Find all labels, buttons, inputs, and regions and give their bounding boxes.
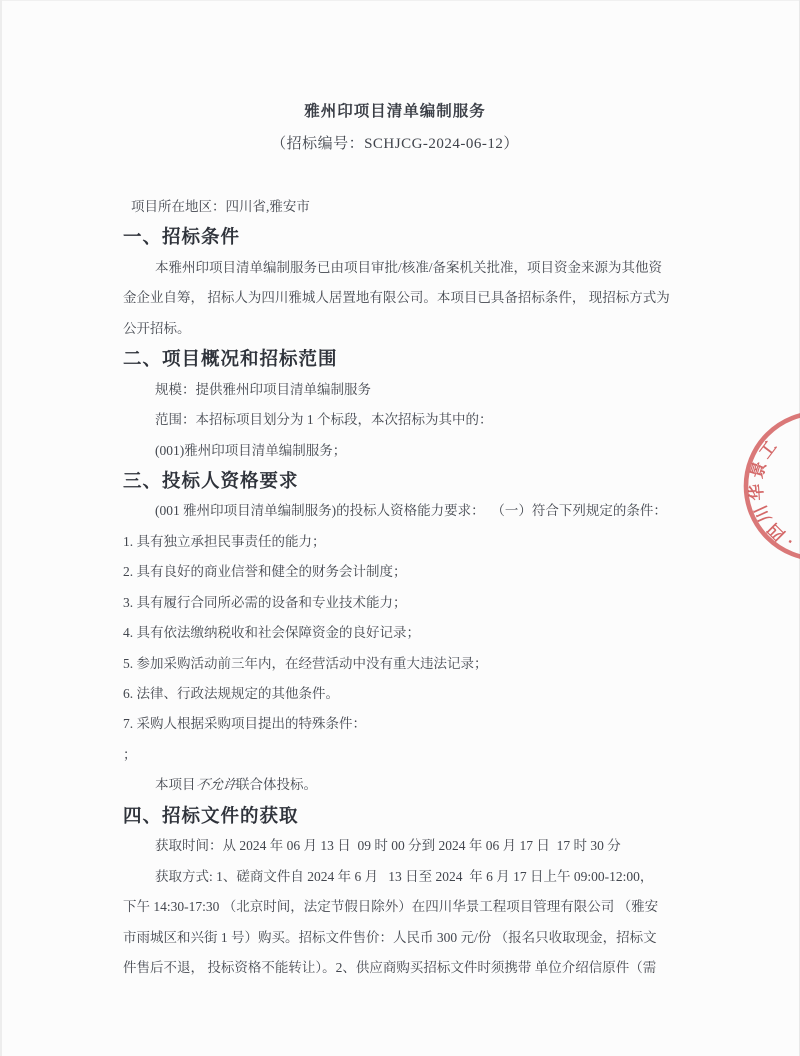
section-1-paragraph-line: 本雅州印项目清单编制服务已由项目审批/核准/备案机关批准，项目资金来源为其他资: [155, 259, 663, 275]
red-seal-icon: [740, 407, 800, 567]
project-location-line: 项目所在地区：四川省,雅安市: [131, 199, 310, 214]
lot-line: (001)雅州印项目清单编制服务；: [155, 442, 347, 458]
acquire-method-line: 下午 14:30-17:30 （北京时间，法定节假日除外）在四川华景工程项目管理有限公司 （雅安: [123, 899, 659, 915]
acquire-method-line: 件售后不退， 投标资格不能转让）。2、供应商购买招标文件时须携带 单位介绍信原件（需: [123, 959, 657, 975]
qualification-item: 3. 具有履行合同所必需的设备和专业技术能力；: [123, 594, 407, 610]
section-1-heading: 一、招标条件: [123, 226, 241, 248]
joint-bid-suffix: 联合体投标。: [236, 777, 317, 793]
svg-text:·四川华景工: [745, 435, 796, 550]
document-body: [123, 192, 681, 983]
section-2-heading: 二、项目概况和招标范围: [123, 348, 338, 370]
document-title: 雅州印项目清单编制服务: [304, 103, 486, 120]
qualification-item: 6. 法律、行政法规规定的其他条件。: [123, 686, 339, 701]
qualification-item: 7. 采购人根据采购项目提出的特殊条件：: [123, 716, 366, 732]
project-scale-line: 规模：提供雅州印项目清单编制服务: [155, 381, 371, 397]
seal-arc-text: ·四川华景工: [747, 434, 797, 551]
section-1-paragraph-line: 公开招标。: [123, 320, 191, 336]
qualification-item: 5. 参加采购活动前三年内，在经营活动中没有重大违法记录；: [123, 655, 488, 671]
project-scope-line: 范围：本招标项目划分为 1 个标段，本次招标为其中的：: [155, 412, 493, 428]
qualification-item: 2. 具有良好的商业信誉和健全的财务会计制度；: [123, 564, 407, 580]
qualification-item: 4. 具有依法缴纳税收和社会保障资金的良好记录；: [123, 625, 420, 641]
acquire-method-line: 市雨城区和兴街 1 号）购买。招标文件售价：人民币 300 元/份 （报名只收取现金，招标文: [123, 929, 657, 945]
section-3-heading: 三、投标人资格要求: [123, 469, 299, 491]
dangling-semicolon-line: ；: [123, 746, 137, 762]
acquire-time-line: 获取时间：从 2024 年 06 月 13 日 09 时 00 分到 2024 年 06 月 17 日 17 时 30 分: [155, 838, 621, 854]
joint-bid-emphasis: 不允许: [194, 777, 238, 793]
joint-bid-prefix: 本项目: [155, 777, 196, 793]
tender-number-line: （招标编号：SCHJCG-2024-06-12）: [271, 136, 519, 152]
joint-bid-line: [123, 770, 681, 800]
document-content: [123, 95, 681, 983]
section-1-paragraph-line: 金企业自筹， 招标人为四川雅城人居置地有限公司。本项目已具备招标条件， 现招标方式为: [123, 290, 670, 306]
qualification-item: 1. 具有独立承担民事责任的能力；: [123, 533, 326, 549]
acquire-method-line: 获取方式: 1、磋商文件自 2024 年 6 月 13 日至 2024 年 6 月 17 日上午 09:00-12:00，: [155, 868, 654, 884]
qualification-intro-line: (001 雅州印项目清单编制服务)的投标人资格能力要求： （一）符合下列规定的条件：: [155, 503, 667, 519]
section-4-heading: 四、招标文件的获取: [123, 804, 299, 826]
